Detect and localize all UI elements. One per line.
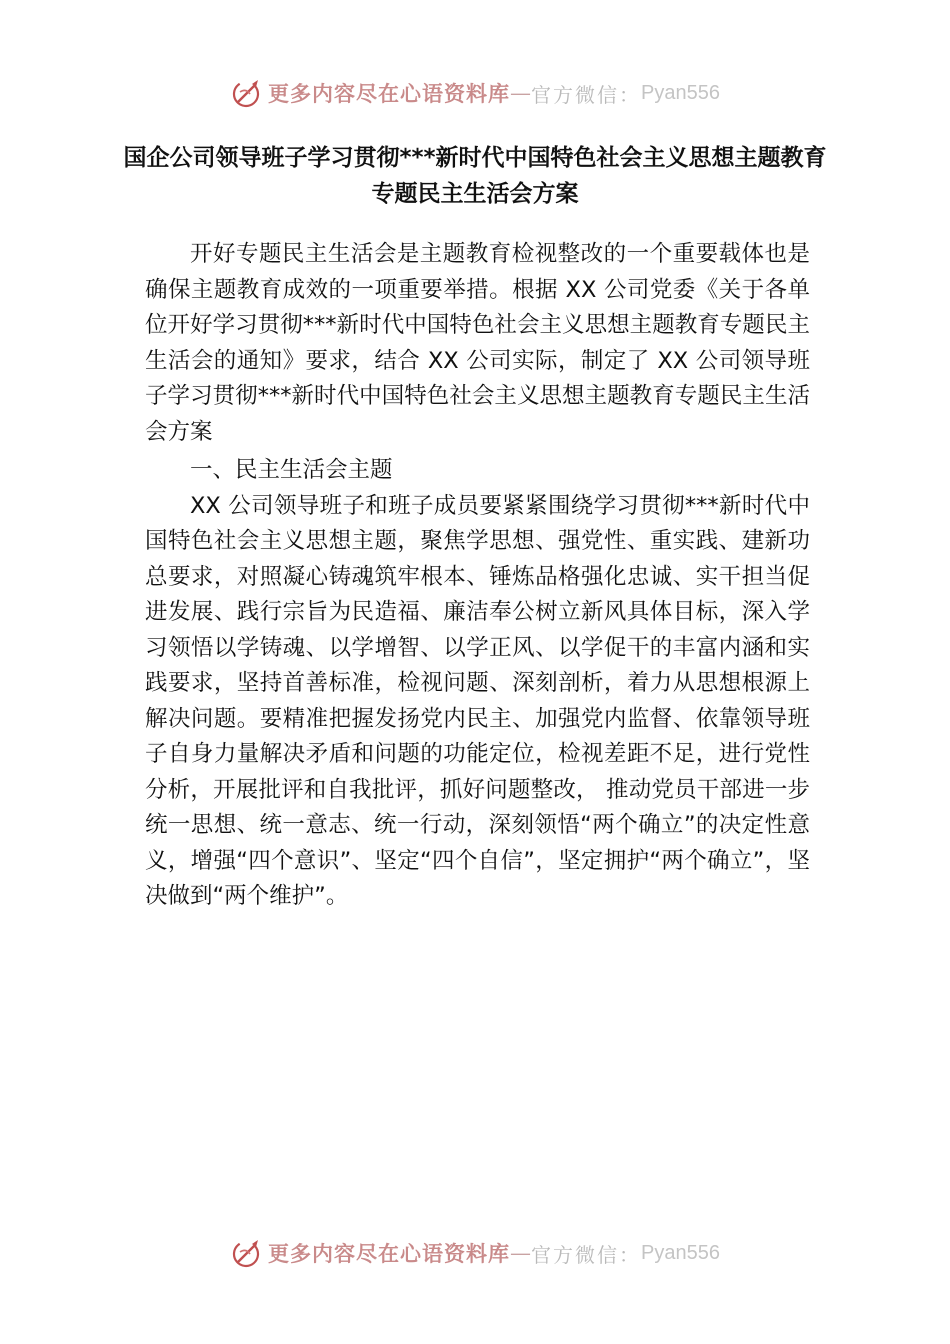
watermark-site-text: 更多内容尽在心语资料库	[268, 1241, 511, 1266]
header-watermark	[0, 71, 950, 115]
document-title: 国企公司领导班子学习贯彻***新时代中国特色社会主义思想主题教育专题民主生活会方案	[123, 145, 827, 207]
watermark-wechat-id: Pyan556	[641, 81, 720, 104]
section-paragraph: XX 公司领导班子和班子成员要紧紧围绕学习贯彻***新时代中国特色社会主义思想主题，聚焦学思想、强党性、重实践、建新功总要求，对照凝心铸魂筑牢根本、锤炼品格强化忠诚、实干担当促进发展、践行宗旨为民造福、廉洁奉公树立新风具体目标，深入学习领悟以学铸魂、以学增智、以学正风、以学促干的丰富内涵和实践要求，坚持首善标准，检视问题、深刻剖析，着力从思想根源上解决问题。要精准把握发扬党内民主、加强党内监督、依靠领导班子自身力量解决矛盾和问题的功能定位，检视差距不足，进行党性分析，开展批评和自我批评，抓好问题整改， 推动党员干部进一步统一思想、统一意志、统一行动，深刻领悟“两个确立”的决定性意义，增强“四个意识”、坚定“四个自信”，坚定拥护“两个确立”，坚决做到“两个维护”。	[145, 492, 810, 909]
watermark-separator: —	[510, 1241, 532, 1265]
document-body	[145, 237, 810, 915]
brush-logo-icon	[230, 76, 264, 110]
watermark-wechat-label: 官方微信：	[531, 1242, 642, 1267]
brush-logo-icon	[230, 1236, 264, 1270]
intro-paragraph: 开好专题民主生活会是主题教育检视整改的一个重要载体也是确保主题教育成效的一项重要举措。根据 XX 公司党委《关于各单位开好学习贯彻***新时代中国特色社会主义思想主题教育专题民主生活会的通知》要求，结合 XX 公司实际，制定了 XX 公司领导班子学习贯彻***新时代中国特色社会主义思想主题教育专题民主生活会方案	[145, 241, 810, 445]
footer-watermark	[0, 1231, 950, 1275]
watermark-separator: —	[510, 81, 532, 105]
watermark-wechat-label: 官方微信：	[531, 82, 642, 107]
watermark-wechat-id: Pyan556	[641, 1241, 720, 1264]
section-heading: 一、民主生活会主题	[190, 457, 393, 483]
watermark-site-text: 更多内容尽在心语资料库	[268, 81, 511, 106]
